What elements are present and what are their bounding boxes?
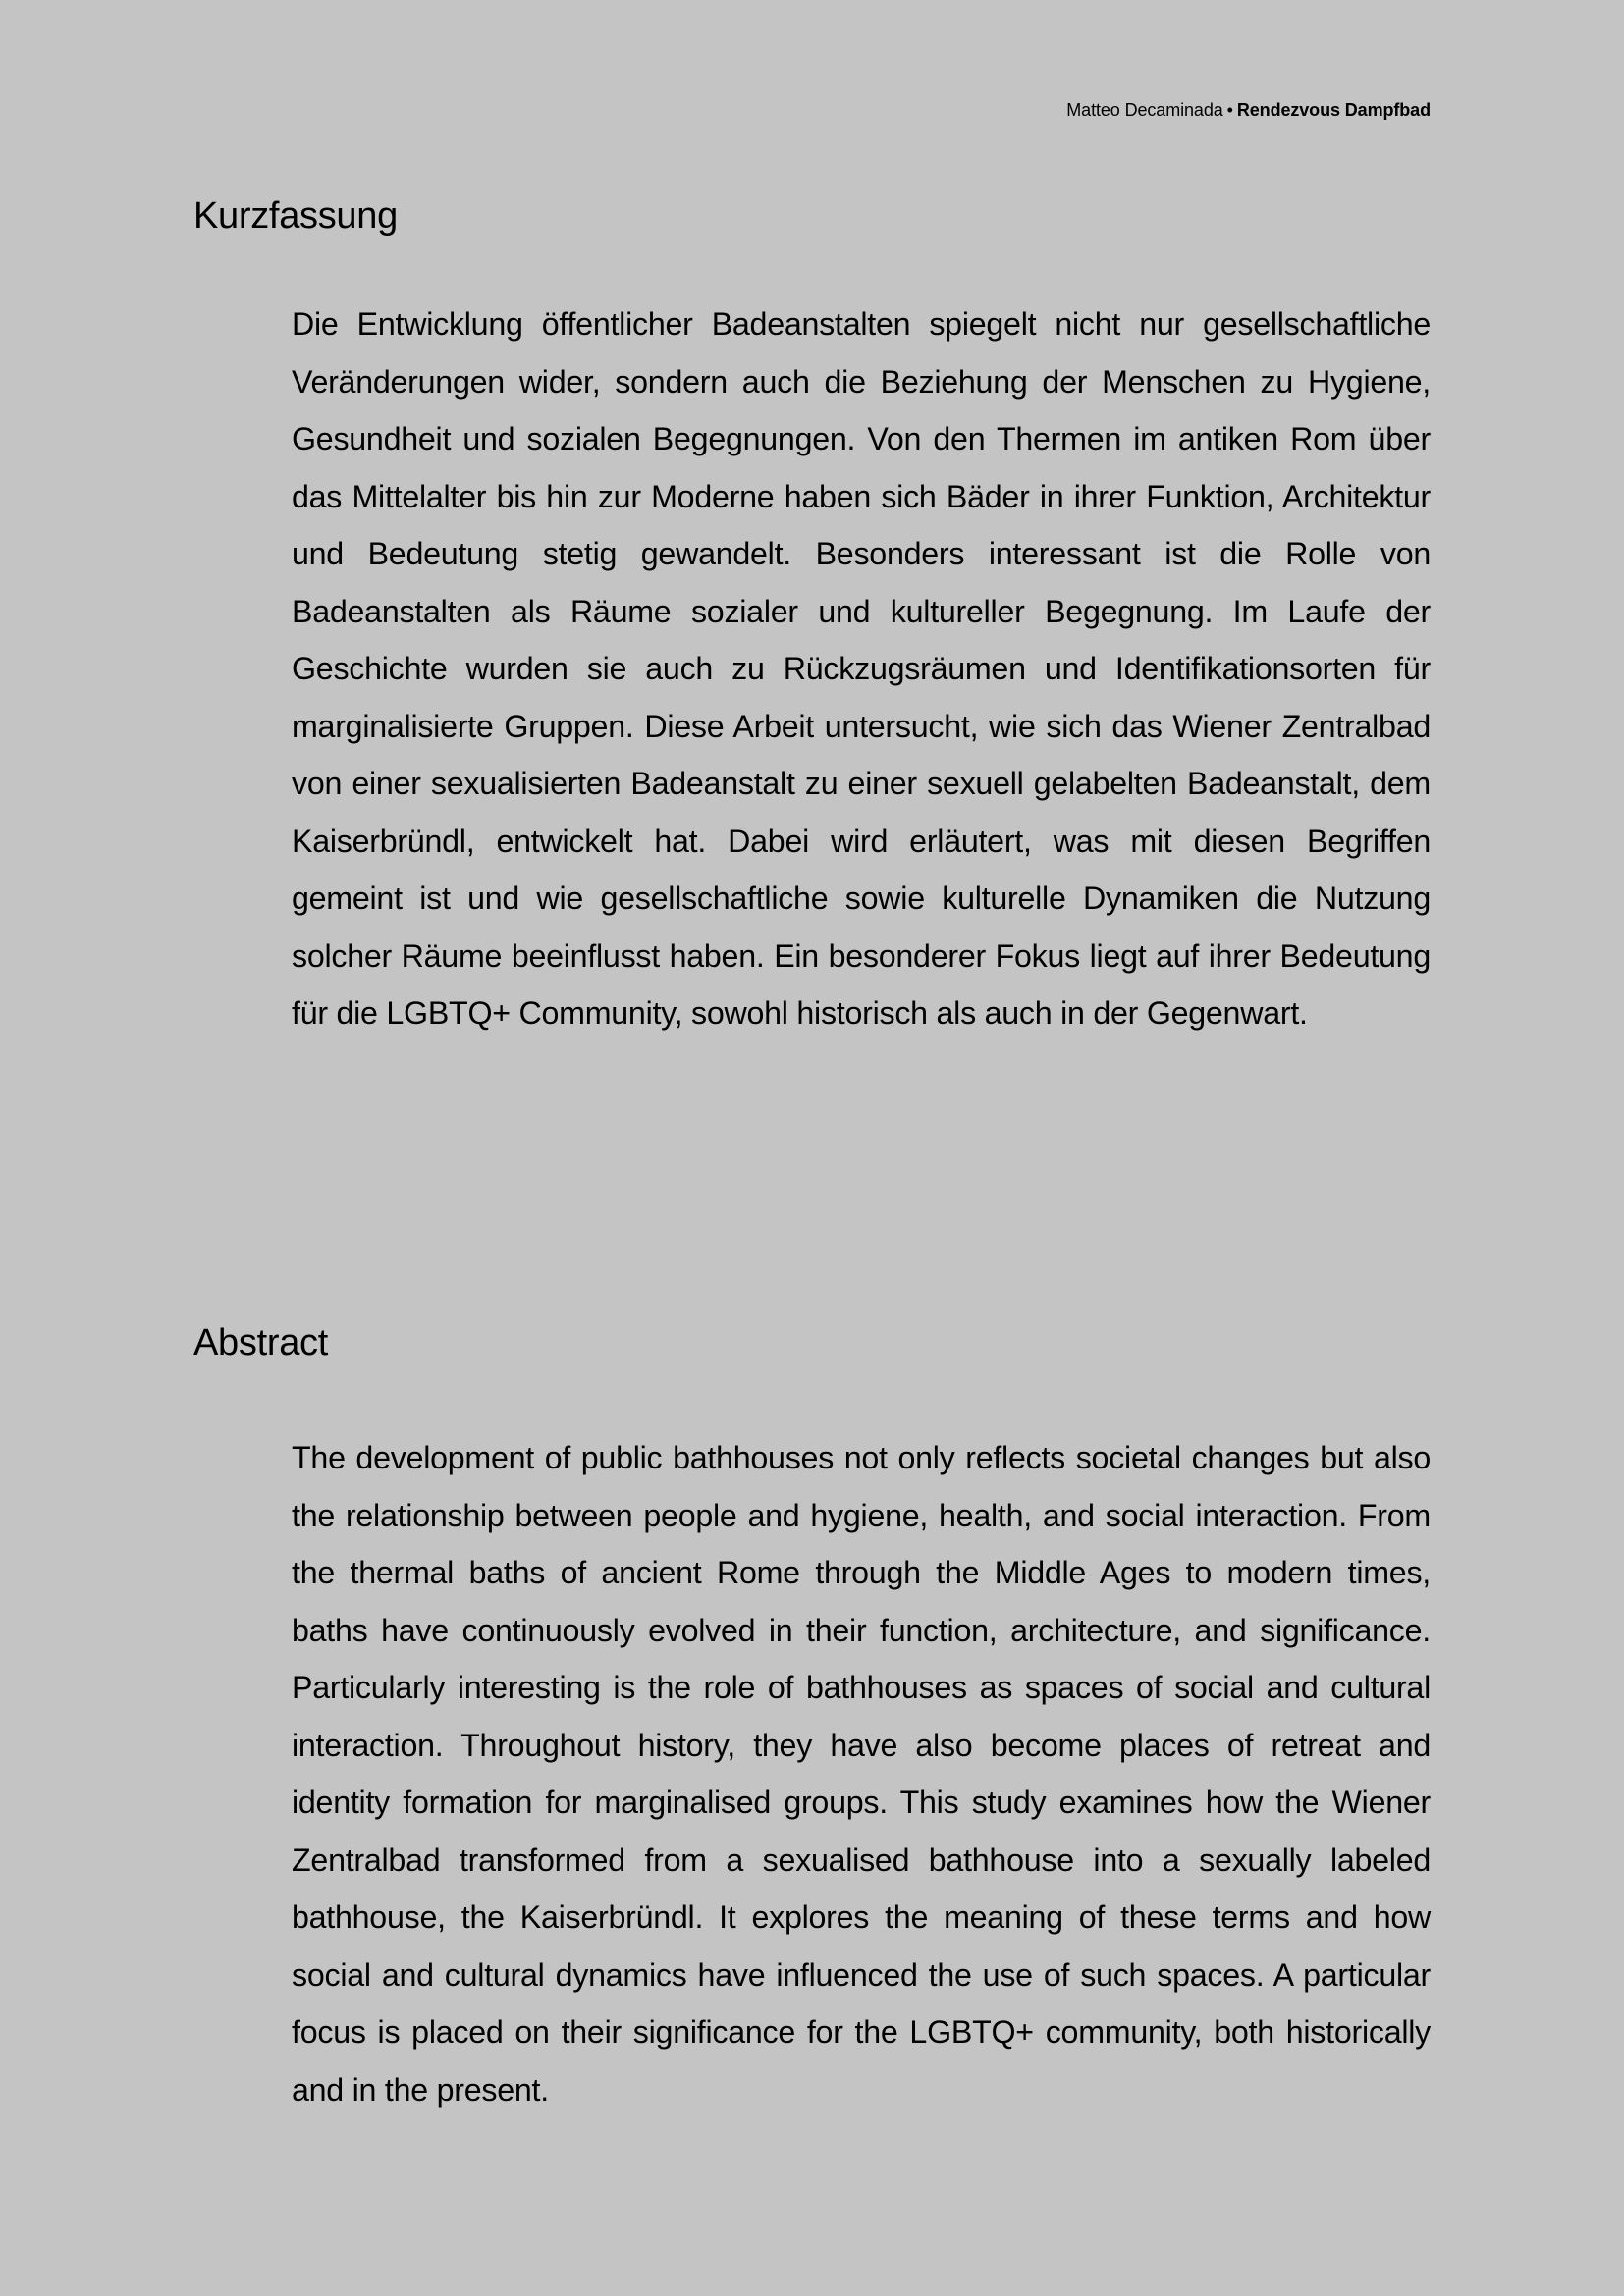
header-document-title: Rendezvous Dampfbad bbox=[1236, 100, 1431, 120]
header-author: Matteo Decaminada bbox=[1066, 100, 1223, 120]
section-heading-kurzfassung: Kurzfassung bbox=[193, 195, 398, 237]
section-heading-abstract: Abstract bbox=[193, 1322, 328, 1363]
running-header bbox=[1066, 98, 1431, 122]
section-paragraph-kurzfassung: Die Entwicklung öffentlicher Badeanstalten spiegelt nicht nur gesellschaftliche Veränderungen wider, sondern auch die Beziehung der Menschen zu Hygiene, Gesundheit und sozialen Begegnungen. Von den Thermen im antiken Rom über das Mittelalter bis hin zur Moderne haben sich Bäder in ihrer Funktion, Architektur und Bedeutung stetig gewandelt. Besonders interessant ist die Rolle von Badeanstalten als Räume sozialer und kultureller Begegnung. Im Laufe der Geschichte wurden sie auch zu Rückzugsräumen und Identifikationsorten für marginalisierte Gruppen. Diese Arbeit untersucht, wie sich das Wiener Zentralbad von einer sexualisierten Badeanstalt zu einer sexuell gelabelten Badeanstalt, dem Kaiserbründl, entwickelt hat. Dabei wird erläutert, was mit diesen Begriffen gemeint ist und wie gesellschaftliche sowie kulturelle Dynamiken die Nutzung solcher Räume beeinflusst haben. Ein besonderer Fokus liegt auf ihrer Bedeutung für die LGBTQ+ Community, sowohl historisch als auch in der Gegenwart. bbox=[292, 306, 1431, 1031]
section-paragraph-abstract: The development of public bathhouses not only reflects societal changes but also the relationship between people and hygiene, health, and social interaction. From the thermal baths of ancient Rome through the Middle Ages to modern times, baths have continuously evolved in their function, architecture, and significance. Particularly interesting is the role of bathhouses as spaces of social and cultural interaction. Throughout history, they have also become places of retreat and identity formation for marginalised groups. This study examines how the Wiener Zentralbad transformed from a sexualised bathhouse into a sexually labeled bathhouse, the Kaiserbründl. It explores the meaning of these terms and how social and cultural dynamics have influenced the use of such spaces. A particular focus is placed on their significance for the LGBTQ+ community, both historically and in the present. bbox=[292, 1440, 1431, 2108]
header-separator: • bbox=[1226, 100, 1233, 120]
